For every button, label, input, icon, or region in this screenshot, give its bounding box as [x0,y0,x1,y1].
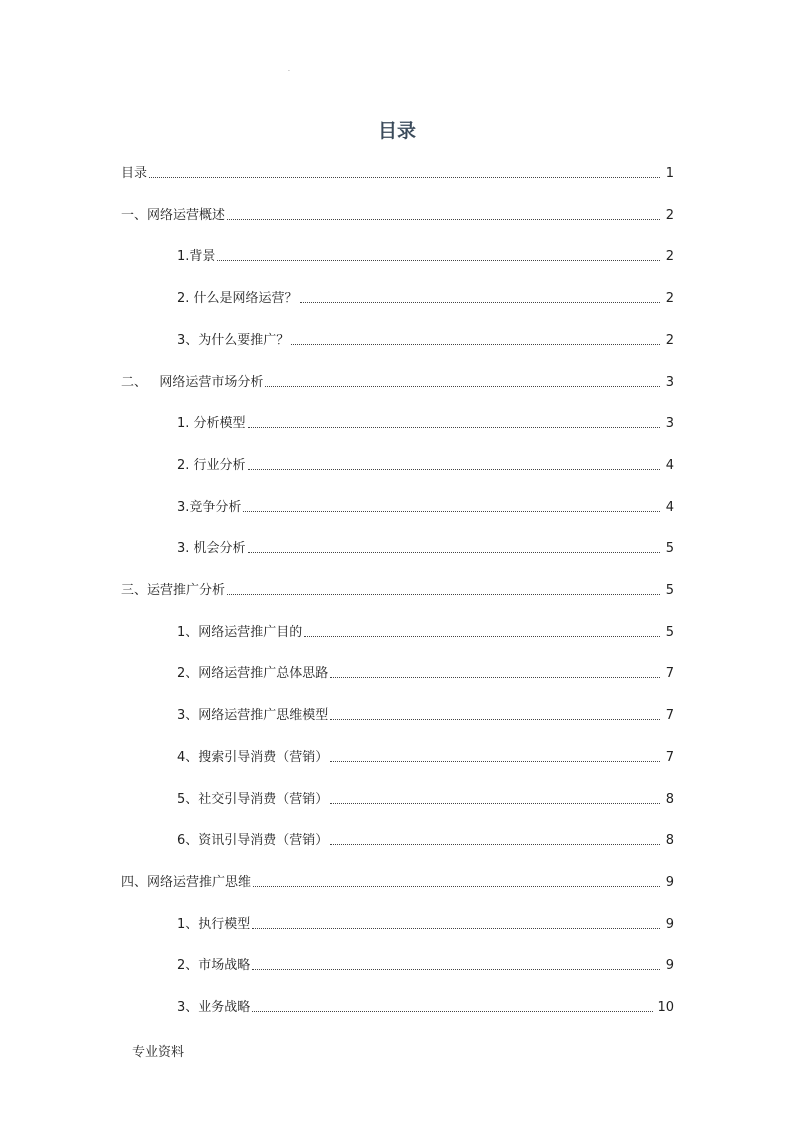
toc-leader-dots [243,510,660,512]
toc-entry[interactable] [177,492,674,516]
toc-entry-page: 9 [665,958,674,974]
toc-leader-dots [227,593,660,595]
toc-entry[interactable] [177,825,674,849]
toc-entry-page: 2 [665,207,674,223]
toc-leader-dots [248,551,660,553]
toc-entry[interactable] [121,867,674,891]
toc-leader-dots [248,426,660,428]
toc-entry-label: 3、业务战略 [177,1000,251,1015]
toc-entry-page: 5 [665,583,674,598]
toc-entry-page: 10 [657,1000,674,1015]
toc-entry[interactable] [177,450,674,474]
toc-leader-dots [330,718,660,720]
toc-entry-page: 4 [665,499,674,515]
toc-entry-label: 3.竞争分析 [177,499,242,515]
toc-title: 目录 [377,120,416,142]
toc-entry-label: 3、为什么要推广？ [177,332,290,348]
toc-entry[interactable] [177,241,674,265]
toc-entry[interactable] [177,950,674,974]
toc-entry-label: 2、网络运营推广总体思路 [177,666,329,682]
toc-entry-label: 1.背景 [177,249,216,265]
toc-entry-page: 4 [665,457,674,473]
toc-leader-dots [300,301,660,303]
toc-entry-page: 9 [665,874,674,890]
toc-entry-page: 3 [665,374,674,390]
toc-entry-page: 2 [665,249,674,265]
toc-entry-label: 3、网络运营推广思维模型 [177,708,329,724]
toc-leader-dots [304,635,660,637]
toc-entry-label: 3. 机会分析 [177,541,246,557]
toc-leader-dots [248,468,660,470]
toc-entry-label: 6、资讯引导消费（营销） [177,833,329,849]
toc-entry-label: 一、网络运营概述 [121,207,226,223]
toc-leader-dots [265,385,660,387]
toc-entry[interactable] [177,992,674,1016]
toc-entry-page: 2 [665,332,674,348]
toc-entry[interactable] [177,742,674,766]
toc-leader-dots [330,843,660,845]
top-mark: . [288,66,290,73]
toc-entry-label: 1、执行模型 [177,916,251,932]
toc-entry-label: 四、网络运营推广思维 [121,874,252,890]
toc-leader-dots [149,176,660,178]
toc-entry-page: 1 [665,166,674,181]
toc-leader-dots [330,802,660,804]
toc-entry-page: 3 [665,416,674,432]
toc-leader-dots [253,885,660,887]
toc-entry[interactable] [121,158,674,182]
toc-entry[interactable] [177,784,674,808]
toc-entry[interactable] [177,283,674,307]
toc-entry[interactable] [177,700,674,724]
toc-entry-page: 5 [665,624,674,640]
toc-entry-label: 4、搜索引导消费（营销） [177,749,329,765]
toc-leader-dots [227,218,660,220]
toc-leader-dots [252,968,660,970]
toc-entry-label: 2. 行业分析 [177,457,246,473]
toc-leader-dots [330,760,660,762]
toc-entry-label: 1. 分析模型 [177,416,246,432]
toc-leader-dots [252,927,660,929]
toc-entry[interactable] [177,325,674,349]
toc-leader-dots [291,343,660,345]
toc-entry[interactable] [177,909,674,933]
toc-entry[interactable] [121,200,674,224]
toc-entry[interactable] [177,658,674,682]
toc-entry-page: 7 [665,666,674,682]
toc-entry-page: 5 [665,541,674,557]
toc-entry[interactable] [121,367,674,391]
toc-entry-page: 2 [665,291,674,307]
toc-entry-page: 8 [665,833,674,849]
toc-entry-label: 二、 网络运营市场分析 [121,374,264,390]
toc-entry-page: 9 [665,916,674,932]
toc-entry[interactable] [177,408,674,432]
toc-entry[interactable] [177,533,674,557]
footer-text: 专业资料 [132,1045,185,1060]
toc-entry[interactable] [177,617,674,641]
toc-entry-label: 1、网络运营推广目的 [177,624,303,640]
toc-entry-label: 2、市场战略 [177,958,251,974]
toc-leader-dots [252,1010,653,1012]
toc-entry-label: 2. 什么是网络运营？ [177,291,298,307]
toc-leader-dots [330,676,660,678]
toc-entry-page: 7 [665,708,674,724]
toc-entry[interactable] [121,575,674,599]
toc-entry-page: 7 [665,749,674,765]
toc-entry-page: 8 [665,791,674,807]
toc-entry-label: 5、社交引导消费（营销） [177,791,329,807]
toc-leader-dots [217,259,660,261]
toc-entry-label: 三、运营推广分析 [121,583,226,598]
toc-entry-label: 目录 [121,166,148,181]
